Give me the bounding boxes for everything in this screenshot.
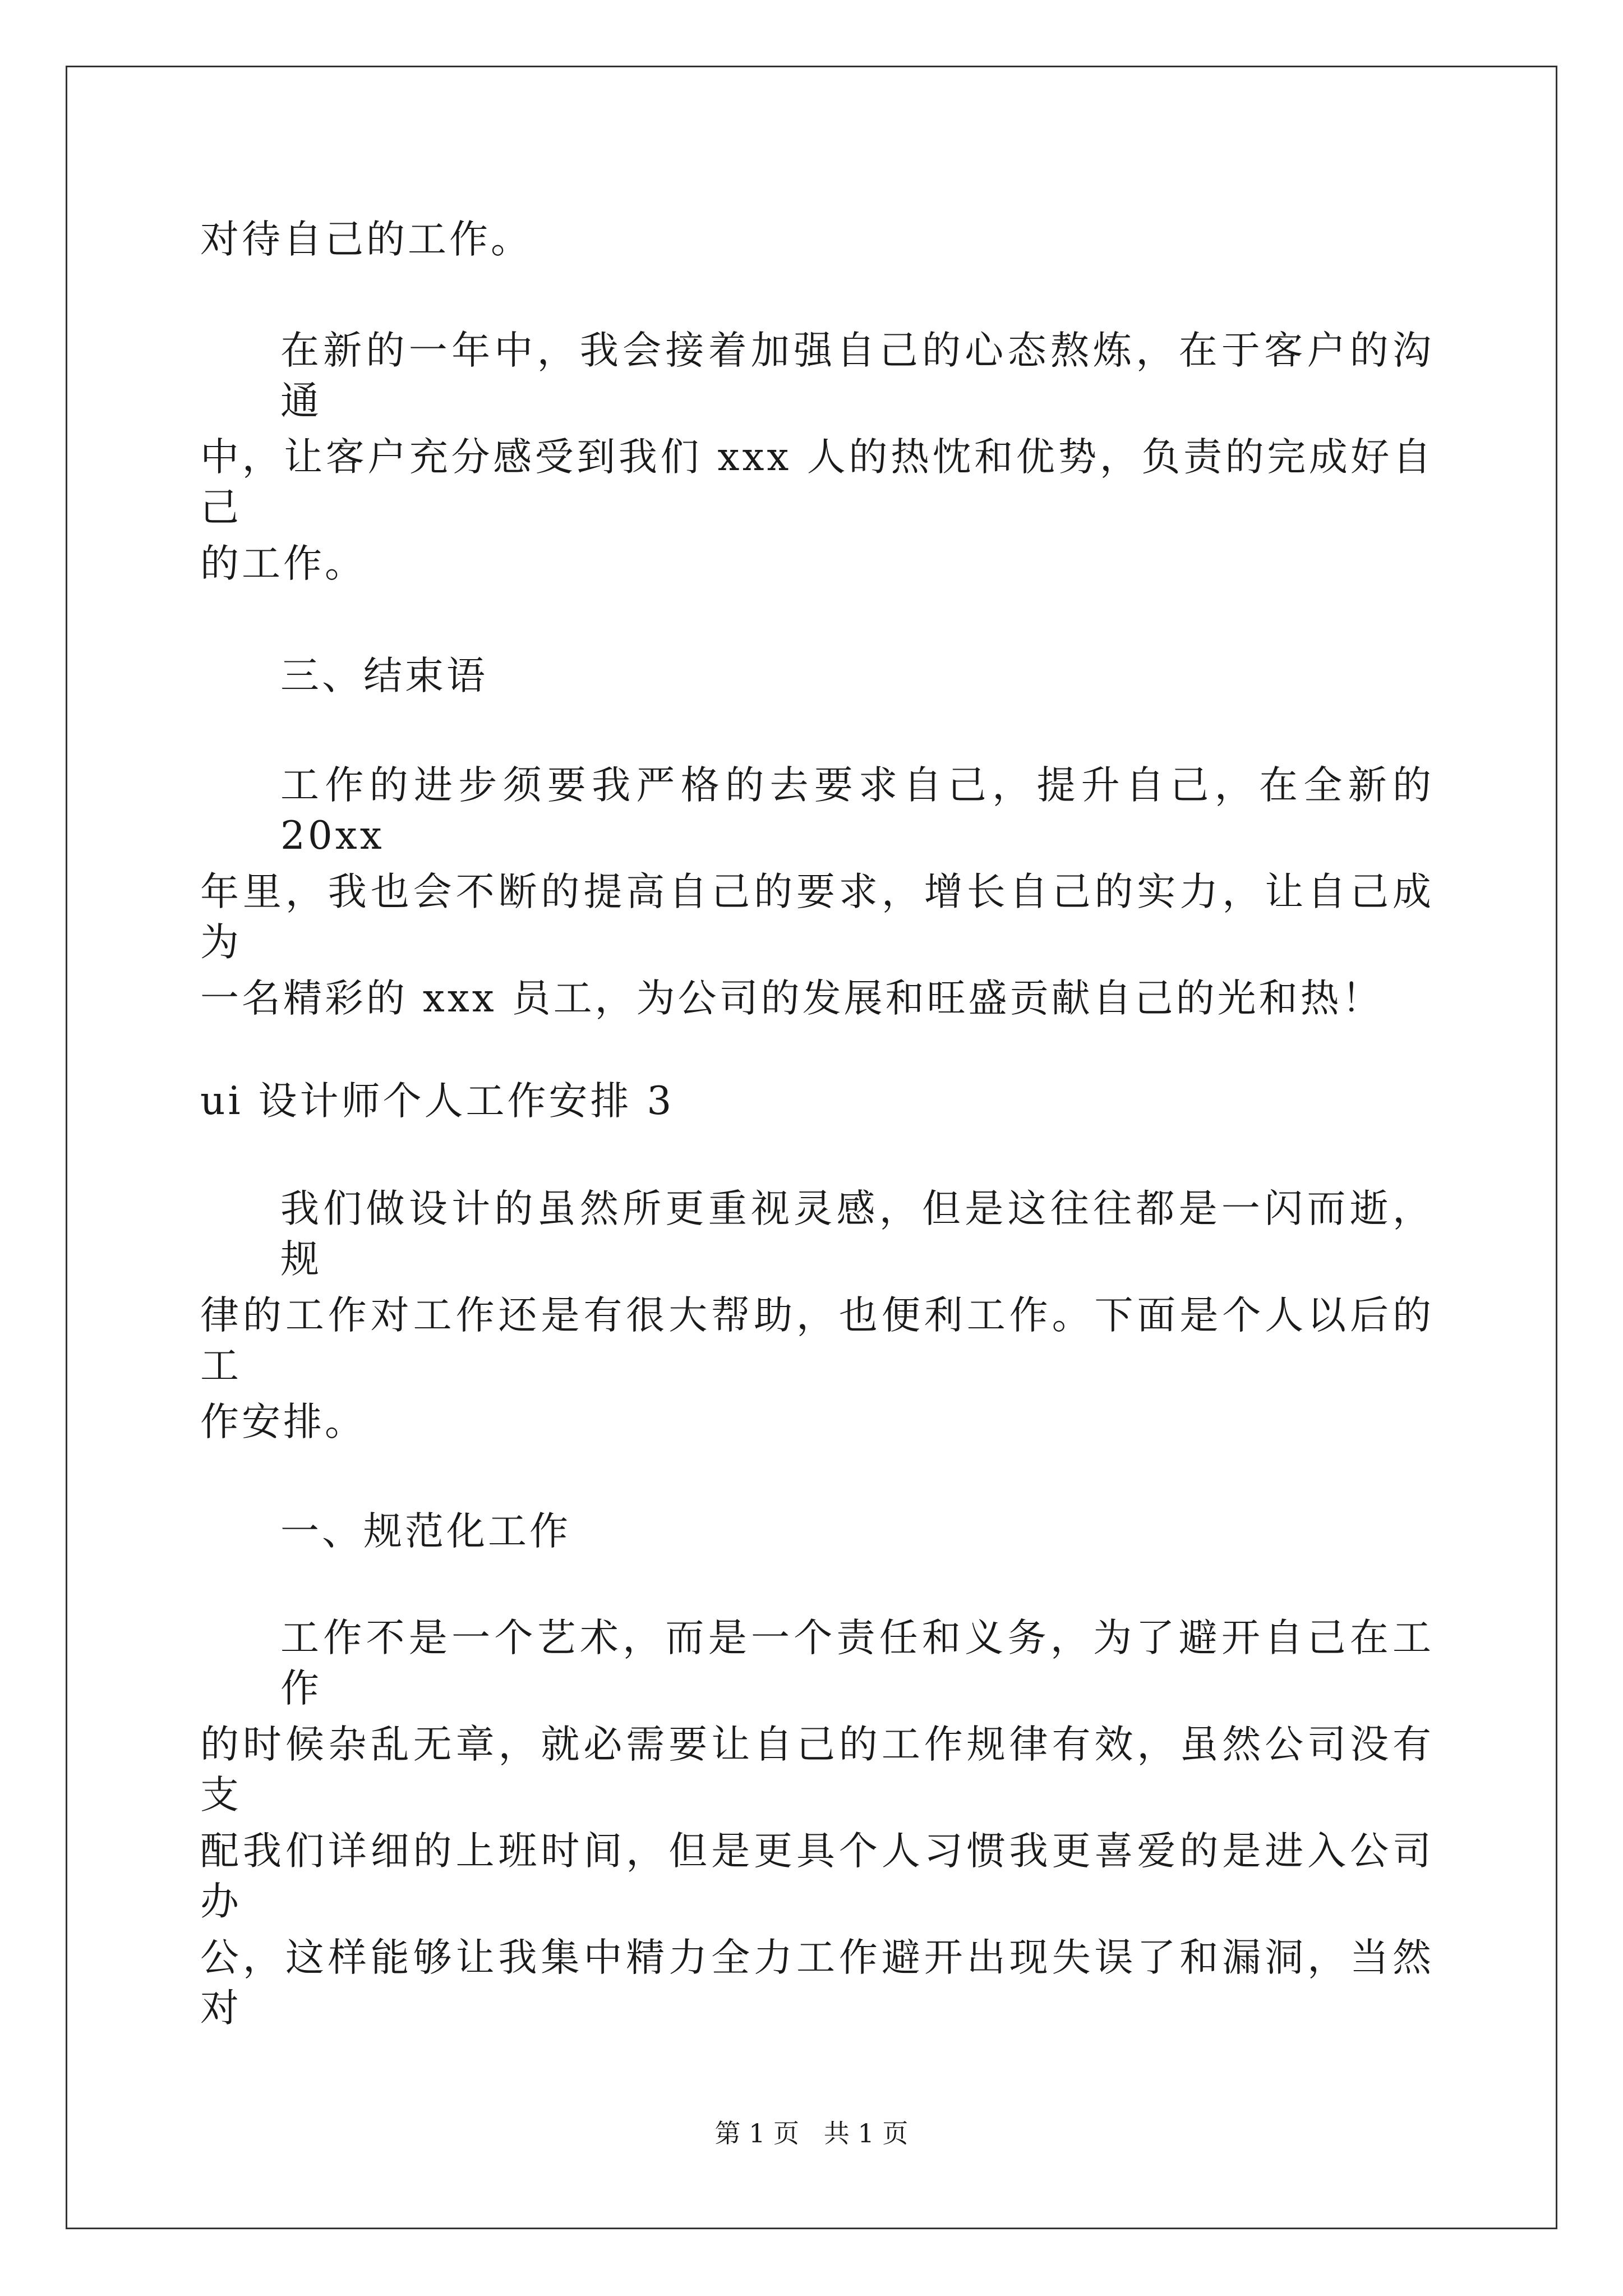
paragraph-line: 中，让客户充分感受到我们 xxx 人的热忱和优势，负责的完成好自己 [200,435,1434,530]
paragraph-line: 律的工作对工作还是有很大帮助，也便利工作。下面是个人以后的工 [200,1293,1434,1388]
document-title: ui 设计师个人工作安排 3 [200,1079,675,1124]
paragraph-line: 在新的一年中，我会接着加强自己的心态熬炼，在于客户的沟通 [280,328,1434,424]
paragraph-line: 的时候杂乱无章，就必需要让自己的工作规律有效，虽然公司没有支 [200,1722,1434,1818]
paragraph-line: 配我们详细的上班时间，但是更具个人习惯我更喜爱的是进入公司办 [200,1829,1434,1924]
paragraph-line: 我们做设计的虽然所更重视灵感，但是这往往都是一闪而逝，规 [280,1186,1434,1282]
page-number-footer: 第 1 页 共 1 页 [714,2118,909,2148]
paragraph-line: 工作的进步须要我严格的去要求自己，提升自己，在全新的 20xx [280,763,1434,858]
paragraph-line: 的工作。 [200,541,366,586]
paragraph-line: 年里，我也会不断的提高自己的要求，增长自己的实力，让自己成为 [200,869,1434,965]
paragraph-line: 对待自己的工作。 [200,217,532,262]
paragraph-line: 作安排。 [200,1400,366,1444]
section-heading: 一、规范化工作 [280,1509,571,1554]
paragraph-line: 一名精彩的 xxx 员工，为公司的发展和旺盛贡献自己的光和热！ [200,976,1384,1021]
paragraph-line: 公，这样能够让我集中精力全力工作避开出现失误了和漏洞，当然对 [200,1935,1434,2031]
paragraph-line: 工作不是一个艺术，而是一个责任和义务，为了避开自己在工作 [280,1616,1434,1711]
section-heading: 三、结束语 [280,654,488,698]
